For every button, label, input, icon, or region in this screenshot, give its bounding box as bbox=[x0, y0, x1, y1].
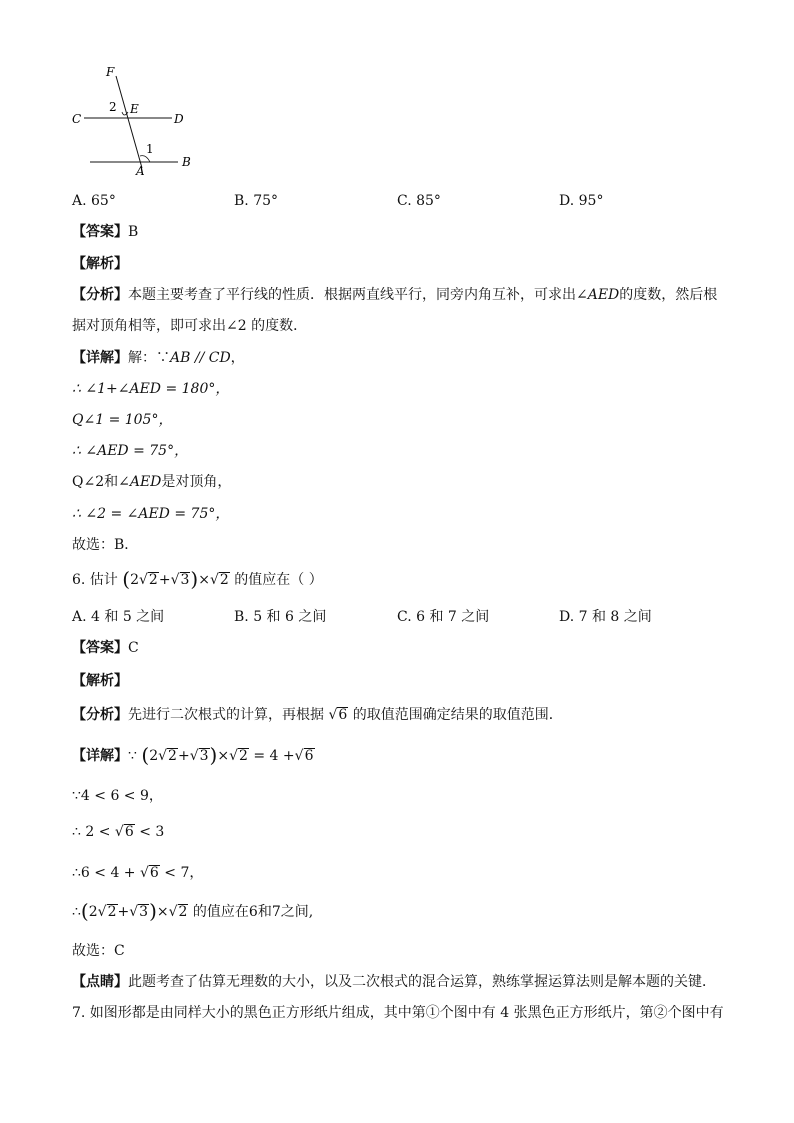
plus-sign: + bbox=[117, 904, 130, 920]
q5-step-5: ∴ ∠2 = ∠AED = 75°， bbox=[72, 506, 230, 522]
q6-option-d: D. 7 和 8 之间 bbox=[559, 609, 652, 625]
transversal-fa bbox=[116, 76, 142, 168]
times-sign: × bbox=[156, 904, 169, 920]
paren-left: ( bbox=[141, 743, 150, 767]
step-tail: < 3 bbox=[139, 824, 165, 840]
plus-sign: + bbox=[177, 748, 190, 764]
q6-option-c: C. 6 和 7 之间 bbox=[397, 609, 490, 625]
radicand: 3 bbox=[180, 572, 190, 588]
answer-tag: 【答案】 bbox=[72, 640, 128, 656]
radicand: 2 bbox=[148, 572, 158, 588]
coef: 2 bbox=[88, 904, 98, 920]
q5-answer bbox=[72, 223, 138, 241]
coef: 2 bbox=[149, 748, 159, 764]
label-c: C bbox=[72, 112, 82, 126]
detail-comma: ， bbox=[230, 350, 245, 366]
label-e: E bbox=[130, 102, 139, 116]
radicand: 6 bbox=[149, 865, 159, 881]
dianjing-text: 此题考查了估算无理数的大小，以及二次根式的混合运算，熟练掌握运算法则是解本题的关键． bbox=[128, 974, 716, 990]
radicand: 2 bbox=[107, 904, 117, 920]
q6-option-b: B. 5 和 6 之间 bbox=[234, 609, 327, 625]
q6-step-4: ∴(2√2+√3)×√2 的值应在6和7之间, bbox=[72, 899, 314, 923]
detail-text: 解：∵ bbox=[128, 350, 170, 366]
step-lead: ∴6 < 4 + bbox=[72, 865, 136, 881]
analysis-tag: 【解析】 bbox=[72, 673, 128, 689]
fenxi-text-tail: 的度数，然后根 bbox=[619, 287, 718, 303]
step-tail: 的值应在6和7之间, bbox=[192, 904, 314, 920]
radicand: 2 bbox=[219, 572, 229, 588]
q6-fenxi: 【分析】先进行二次根式的计算，再根据 √6 的取值范围确定结果的取值范围． bbox=[72, 707, 563, 723]
radicand: 3 bbox=[139, 904, 149, 920]
equals-text: = 4 + bbox=[253, 748, 295, 764]
detail-tag: 【详解】 bbox=[72, 350, 128, 366]
detail-math: AB // CD bbox=[170, 350, 231, 366]
coef: 2 bbox=[130, 572, 139, 588]
step4-c: 是对顶角， bbox=[161, 474, 232, 490]
label-a: A bbox=[136, 164, 145, 178]
fenxi-text-tail: 的取值范围确定结果的取值范围． bbox=[352, 707, 563, 723]
radicand: 2 bbox=[168, 748, 177, 764]
fenxi-text: 先进行二次根式的计算，再根据 bbox=[128, 707, 324, 723]
radicand: 2 bbox=[178, 904, 188, 920]
q5-option-b: B. 75° bbox=[234, 193, 279, 209]
fenxi-tag: 【分析】 bbox=[72, 707, 128, 723]
q6-step-2: ∴ 2 < √6 < 3 bbox=[72, 824, 165, 840]
label-f: F bbox=[106, 65, 115, 79]
because-sign: ∵ bbox=[128, 748, 137, 764]
q5-option-d: D. 95° bbox=[559, 193, 604, 209]
detail-tag: 【详解】 bbox=[72, 748, 128, 764]
analysis-tag: 【解析】 bbox=[72, 256, 128, 272]
fenxi-text: 本题主要考查了平行线的性质．根据两直线平行，同旁内角互补，可求出 bbox=[128, 287, 576, 303]
q5-choice: 故选：B． bbox=[72, 537, 139, 553]
q6-analysis-heading bbox=[72, 672, 128, 690]
label-angle-1: 1 bbox=[146, 142, 154, 156]
q6-answer bbox=[72, 639, 139, 657]
angle-1-arc bbox=[140, 156, 150, 162]
parallel-lines-figure bbox=[66, 62, 206, 182]
q5-analysis-heading bbox=[72, 255, 128, 273]
q5-step-2: Q∠1 = 105°， bbox=[72, 412, 173, 428]
step-tail: < 7， bbox=[164, 865, 204, 881]
q6-option-a: A. 4 和 5 之间 bbox=[72, 609, 165, 625]
paren-left: ( bbox=[80, 899, 89, 923]
step4-a: Q∠2和 bbox=[72, 474, 119, 490]
fenxi-tag: 【分析】 bbox=[72, 287, 128, 303]
answer-value: C bbox=[128, 640, 139, 656]
q6-stem: 6. 估计 (2√2+√3)×√2 的值应在（ ） bbox=[72, 567, 323, 591]
paren-right: ) bbox=[209, 743, 218, 767]
q5-step-3: ∴ ∠AED = 75°， bbox=[72, 443, 189, 459]
q6-stem-tail: 的值应在（ ） bbox=[234, 572, 323, 588]
therefore-sign: ∴ bbox=[72, 904, 81, 920]
answer-value: B bbox=[128, 224, 139, 240]
q7-stem: 7. 如图形都是由同样大小的黑色正方形纸片组成，其中第①个图中有 4 张黑色正方形纸片，第②个图中有 bbox=[72, 1005, 724, 1021]
label-d: D bbox=[174, 112, 184, 126]
times-sign: × bbox=[217, 748, 230, 764]
q6-step-3: ∴6 < 4 + √6 < 7， bbox=[72, 865, 204, 881]
label-angle-2: 2 bbox=[109, 100, 117, 114]
step4-math: ∠AED bbox=[118, 474, 162, 490]
radicand: 3 bbox=[199, 748, 209, 764]
radicand: 6 bbox=[124, 824, 134, 840]
fenxi-math: ∠AED bbox=[576, 287, 620, 303]
paren-right: ) bbox=[190, 567, 199, 591]
q5-option-c: C. 85° bbox=[397, 193, 441, 209]
times-sign: × bbox=[198, 572, 210, 588]
q6-stem-lead: 6. 估计 bbox=[72, 572, 118, 588]
paren-right: ) bbox=[149, 899, 157, 923]
plus-sign: + bbox=[158, 572, 171, 588]
q6-dianjing bbox=[72, 973, 716, 991]
dianjing-tag: 【点睛】 bbox=[72, 974, 128, 990]
paren-left: ( bbox=[122, 567, 131, 591]
radicand: 2 bbox=[239, 748, 248, 764]
radicand: 6 bbox=[338, 707, 348, 723]
answer-tag: 【答案】 bbox=[72, 224, 128, 240]
radicand: 6 bbox=[304, 748, 314, 764]
q5-option-a: A. 65° bbox=[72, 193, 116, 209]
q5-step-4 bbox=[72, 473, 231, 491]
q6-detail: 【详解】∵ (2√2+√3)×√2 = 4 +√6 bbox=[72, 743, 314, 767]
q5-step-1: ∴ ∠1+∠AED = 180°， bbox=[72, 381, 230, 397]
q6-choice: 故选：C bbox=[72, 943, 125, 959]
q5-fenxi-line-1 bbox=[72, 286, 717, 304]
q5-detail-line bbox=[72, 349, 245, 367]
step-lead: ∴ 2 < bbox=[72, 824, 111, 840]
q5-fenxi-line-2: 据对顶角相等，即可求出∠2 的度数． bbox=[72, 318, 308, 334]
q6-step-1: ∵4 < 6 < 9， bbox=[72, 788, 163, 804]
label-b: B bbox=[182, 155, 191, 169]
